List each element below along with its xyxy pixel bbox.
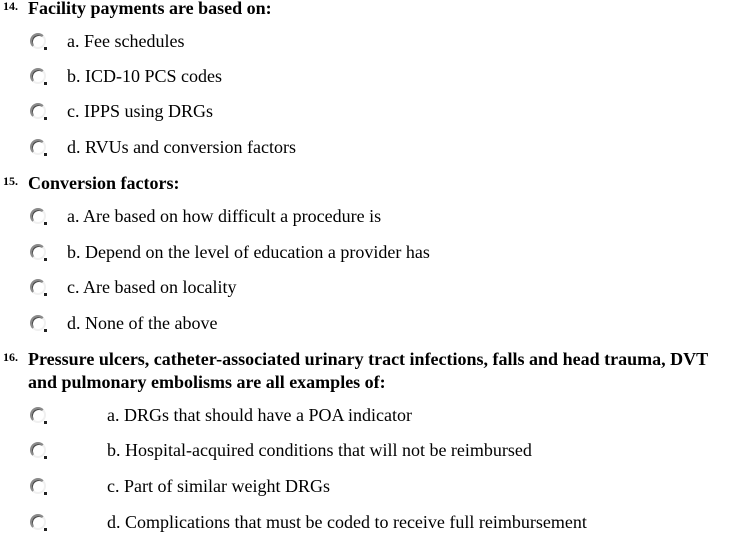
option-label: b. Hospital-acquired conditions that will not be reimbursed [107,440,532,460]
option-a[interactable] [0,30,749,54]
question-text-line-1: Pressure ulcers, catheter-associated urinary tract infections, falls and head trauma, DVT [28,349,709,369]
option-label: a. Are based on how difficult a procedure is [67,206,382,226]
radio-button[interactable] [30,33,46,49]
option-b[interactable] [0,241,749,265]
option-label: c. IPPS using DRGs [67,101,214,121]
radio-button[interactable] [30,244,46,260]
option-label: a. Fee schedules [67,31,185,51]
option-label: c. Are based on locality [67,277,237,297]
radio-button[interactable] [30,514,46,530]
question-text-line-2: and pulmonary embolisms are all examples of: [28,372,386,392]
option-c[interactable] [0,276,749,300]
option-label: d. Complications that must be coded to receive full reimbursement [107,512,587,532]
option-a[interactable] [0,205,749,229]
radio-button[interactable] [30,68,46,84]
question-number: 14. [3,0,18,13]
option-label: d. None of the above [67,313,218,333]
radio-button[interactable] [30,442,46,458]
option-label: b. Depend on the level of education a provider has [67,242,430,262]
option-a[interactable] [0,404,749,428]
option-d[interactable] [0,312,749,336]
option-c[interactable] [0,475,749,499]
question-text: Facility payments are based on: [28,0,272,18]
option-label: a. DRGs that should have a POA indicator [107,405,412,425]
radio-button[interactable] [30,478,46,494]
question-text: Conversion factors: [28,173,180,193]
radio-button[interactable] [30,315,46,331]
question-number: 16. [3,350,18,364]
question-number: 15. [3,174,18,188]
radio-button[interactable] [30,103,46,119]
option-label: d. RVUs and conversion factors [67,137,297,157]
option-label: c. Part of similar weight DRGs [107,476,330,496]
option-b[interactable] [0,65,749,89]
radio-button[interactable] [30,208,46,224]
option-b[interactable] [0,439,749,463]
radio-button[interactable] [30,139,46,155]
option-c[interactable] [0,100,749,124]
option-label: b. ICD-10 PCS codes [67,66,223,86]
radio-button[interactable] [30,407,46,423]
radio-button[interactable] [30,279,46,295]
option-d[interactable] [0,511,749,535]
option-d[interactable] [0,136,749,160]
